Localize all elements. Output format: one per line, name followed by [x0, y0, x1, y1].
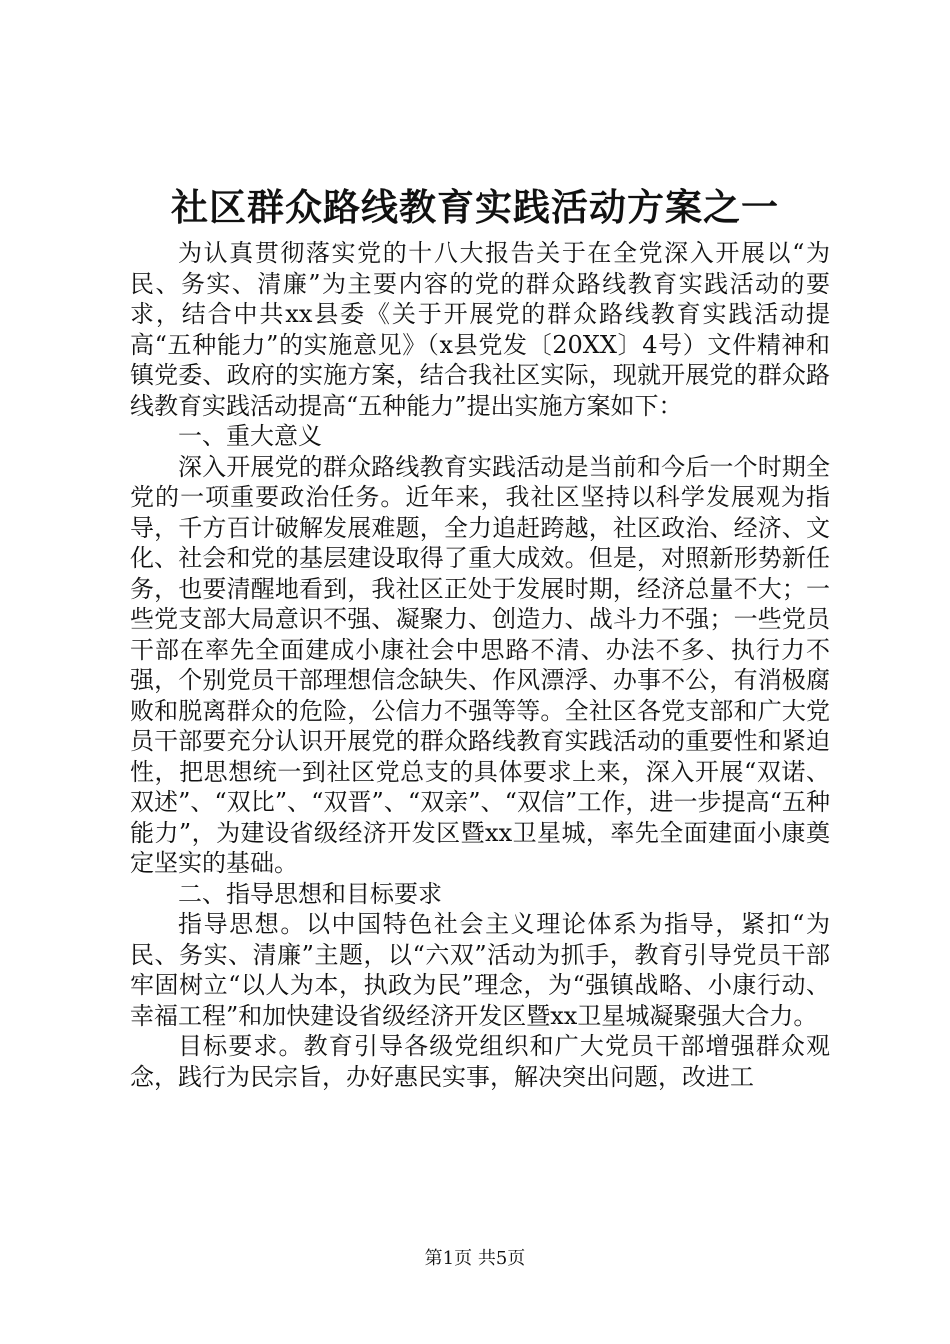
document-body [130, 238, 830, 1092]
document-title: 社区群众路线教育实践活动方案之一 [171, 185, 779, 229]
paragraph-guiding-thought: 指导思想。以中国特色社会主义理论体系为指导，紧扣“为民、务实、清廉”主题，以“六双”活动为抓手，教育引导党员干部牢固树立“以人为本，执政为民”理念，为“强镇战略、小康行动、幸福工程”和加快建设省级经济开发区暨xx卫星城凝聚强大合力。 [130, 910, 830, 1030]
paragraph-intro: 为认真贯彻落实党的十八大报告关于在全党深入开展以“为民、务实、清廉”为主要内容的党的群众路线教育实践活动的要求，结合中共xx县委《关于开展党的群众路线教育实践活动提高“五种能力”的实施意见》（x县党发〔20XX〕4号）文件精神和镇党委、政府的实施方案，结合我社区实际，现就开展党的群众路线教育实践活动提高“五种能力”提出实施方案如下： [130, 239, 830, 420]
paragraph-significance: 深入开展党的群众路线教育实践活动是当前和今后一个时期全党的一项重要政治任务。近年来，我社区坚持以科学发展观为指导，千方百计破解发展难题，全力追赶跨越，社区政治、经济、文化、社会和党的基层建设取得了重大成效。但是，对照新形势新任务，也要清醒地看到，我社区正处于发展时期，经济总量不大；一些党支部大局意识不强、凝聚力、创造力、战斗力不强；一些党员干部在率先全面建成小康社会中思路不清、办法不多、执行力不强，个别党员干部理想信念缺失、作风漂浮、办事不公，有消极腐败和脱离群众的危险，公信力不强等等。全社区各党支部和广大党员干部要充分认识开展党的群众路线教育实践活动的重要性和紧迫性，把思想统一到社区党总支的具体要求上来，深入开展“双诺、双述”、“双比”、“双晋”、“双亲”、“双信”工作，进一步提高“五种能力”，为建设省级经济开发区暨xx卫星城，率先全面建面小康奠定坚实的基础。 [130, 452, 830, 877]
page-number-footer: 第1页 共5页 [424, 1248, 526, 1269]
section-heading-significance: 一、重大意义 [178, 422, 322, 450]
paragraph-goals: 目标要求。教育引导各级党组织和广大党员干部增强群众观念，践行为民宗旨，办好惠民实事，解决突出问题，改进工 [130, 1032, 830, 1091]
section-heading-guiding-thought: 二、指导思想和目标要求 [178, 879, 442, 908]
